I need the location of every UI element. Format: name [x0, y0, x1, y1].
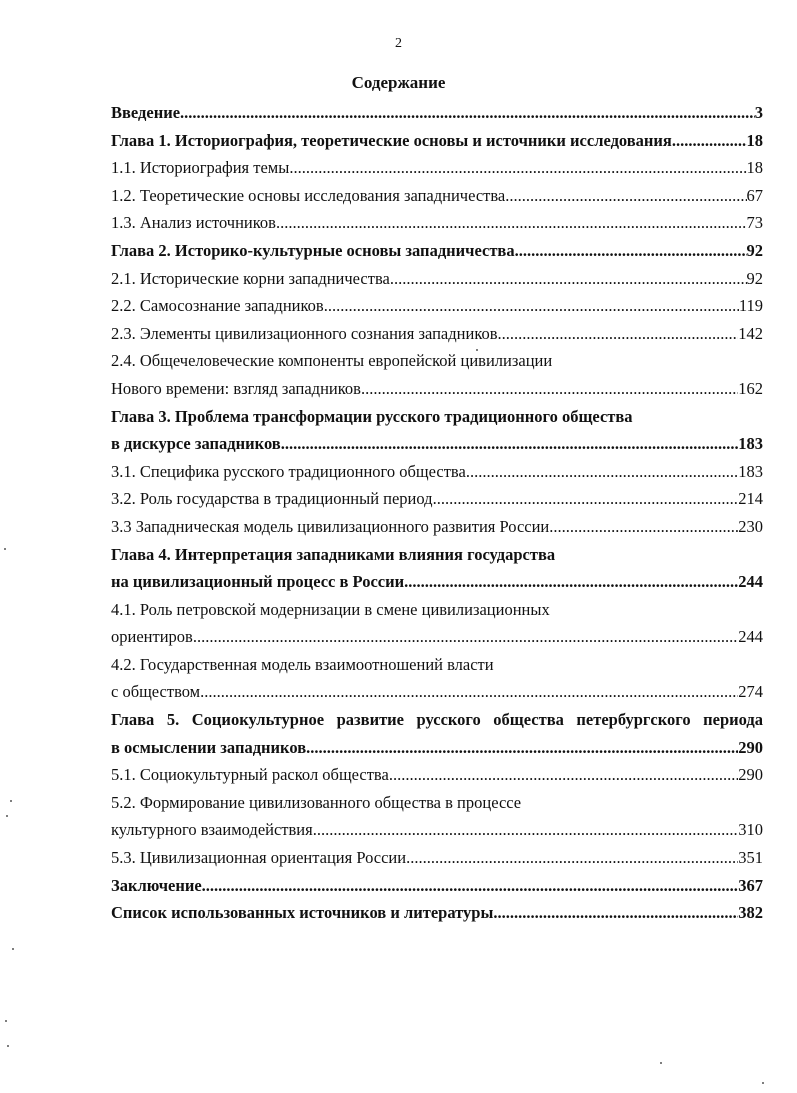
toc-entry-label: 2.2. Самосознание западников: [111, 296, 324, 316]
toc-entry: [111, 789, 763, 817]
toc-entry-page: 230: [738, 516, 763, 536]
toc-leader-dots: [433, 485, 739, 513]
toc-leader-dots: [498, 320, 739, 348]
toc-leader-dots: [361, 375, 738, 403]
toc-entry: [111, 761, 763, 789]
toc-entry-page: 183: [738, 461, 763, 481]
toc-leader-dots: [202, 872, 739, 900]
toc-entry: [111, 541, 763, 569]
toc-entry-page: 142: [738, 323, 763, 343]
toc-entry: [111, 734, 763, 762]
toc-entry-page: 214: [738, 489, 763, 509]
toc-entry: [111, 678, 763, 706]
toc-leader-dots: [389, 761, 738, 789]
toc-entry-label: 4.1. Роль петровской модернизации в смене цивилизационных: [111, 599, 550, 619]
toc-entry: [111, 872, 763, 900]
toc-entry-label: 2.4. Общечеловеческие компоненты европейской цивилизации: [111, 351, 553, 371]
toc-entry: [111, 403, 763, 431]
toc-entry: [111, 899, 763, 927]
toc-leader-dots: [289, 154, 746, 182]
toc-entry-label: культурного взаимодействия: [111, 820, 313, 840]
toc-entry-label: 5.1. Социокультурный раскол общества: [111, 765, 389, 785]
toc-entry-page: 244: [738, 572, 763, 592]
toc-entry: [111, 209, 763, 237]
toc-entry-label: 1.1. Историография темы: [111, 158, 290, 178]
toc-entry: [111, 292, 763, 320]
toc-entry-page: 73: [746, 213, 763, 233]
toc-entry: [111, 127, 763, 155]
toc-leader-dots: [390, 265, 747, 293]
toc-entry-page: 119: [738, 296, 763, 316]
toc-entry: [111, 182, 763, 210]
toc-entry-page: 18: [746, 158, 763, 178]
toc-entry-label: ориентиров: [111, 627, 193, 647]
toc-title: Содержание: [351, 73, 446, 92]
toc-entry-page: 183: [738, 434, 763, 454]
toc-entry-page: 310: [738, 820, 763, 840]
toc-entry-label: 2.1. Исторические корни западничества: [111, 268, 390, 288]
toc-entry-label: Глава 1. Историография, теоретические основы и источники исследования: [111, 130, 672, 150]
toc-entry-label: 3.2. Роль государства в традиционный период: [111, 489, 433, 509]
toc-entry-label: Заключение: [111, 875, 202, 895]
toc-leader-dots: [313, 816, 739, 844]
toc-entry: [111, 706, 763, 734]
toc-leader-dots: [466, 458, 738, 486]
toc-entry: [111, 651, 763, 679]
toc-entry-page: 351: [738, 848, 763, 868]
toc-entry-page: 67: [746, 185, 763, 205]
toc-entry-label: Нового времени: взгляд западников: [111, 378, 361, 398]
page-number: 2: [395, 36, 402, 51]
toc-entry: [111, 265, 763, 293]
toc-entry-label: 3.3 Западническая модель цивилизационного развития России: [111, 516, 550, 536]
toc-entry-page: 3: [754, 103, 763, 122]
toc-entry: [111, 99, 763, 127]
toc-entry-label: Глава 2. Историко-культурные основы западничества: [111, 240, 515, 260]
toc-entry-page: 92: [746, 268, 763, 288]
toc-leader-dots: [493, 899, 738, 927]
toc-leader-dots: [324, 292, 739, 320]
toc-entry-page: 274: [738, 682, 763, 702]
toc-entry-label: с обществом: [111, 682, 201, 702]
toc-entry-page: 18: [746, 130, 763, 150]
toc-entry-page: 92: [746, 240, 763, 260]
table-of-contents: [111, 99, 763, 927]
toc-leader-dots: [406, 844, 738, 872]
toc-leader-dots: [306, 734, 738, 762]
toc-entry: [111, 623, 763, 651]
toc-entry-label: Глава 5. Социокультурное развитие русского общества петербургского периода: [111, 710, 763, 730]
toc-entry-label: в осмыслении западников: [111, 737, 307, 757]
toc-leader-dots: [281, 430, 739, 458]
toc-entry: [111, 347, 763, 375]
toc-leader-dots: [549, 513, 738, 541]
toc-entry-page: 367: [738, 875, 763, 895]
toc-entry: [111, 375, 763, 403]
toc-entry: [111, 568, 763, 596]
toc-leader-dots: [200, 678, 738, 706]
toc-entry: [111, 458, 763, 486]
toc-leader-dots: [505, 182, 746, 210]
toc-leader-dots: [180, 99, 755, 127]
toc-entry-label: 2.3. Элементы цивилизационного сознания западников: [111, 323, 498, 343]
toc-leader-dots: [515, 237, 747, 265]
toc-entry-label: Глава 3. Проблема трансформации русского традиционного общества: [111, 406, 633, 426]
toc-entry: [111, 154, 763, 182]
toc-entry: [111, 844, 763, 872]
toc-entry-page: 244: [738, 627, 763, 647]
toc-leader-dots: [672, 127, 747, 155]
toc-entry: [111, 237, 763, 265]
toc-leader-dots: [193, 623, 738, 651]
toc-entry-page: 382: [738, 903, 763, 923]
toc-entry: [111, 513, 763, 541]
toc-entry: [111, 430, 763, 458]
toc-entry-label: 4.2. Государственная модель взаимоотношений власти: [111, 654, 494, 674]
toc-entry: [111, 320, 763, 348]
toc-entry-label: 5.3. Цивилизационная ориентация России: [111, 848, 407, 868]
toc-entry-page: 162: [738, 378, 763, 398]
toc-entry: [111, 596, 763, 624]
toc-leader-dots: [404, 568, 738, 596]
toc-entry-page: 290: [738, 737, 763, 757]
toc-leader-dots: [276, 209, 747, 237]
toc-entry-label: Глава 4. Интерпретация западниками влияния государства: [111, 544, 556, 564]
toc-entry-label: 5.2. Формирование цивилизованного общества в процессе: [111, 792, 522, 812]
toc-entry-label: на цивилизационный процесс в России: [111, 572, 405, 592]
toc-entry-page: 290: [738, 765, 763, 785]
toc-entry-label: Введение: [111, 103, 181, 122]
toc-entry: [111, 485, 763, 513]
toc-entry-label: 3.1. Специфика русского традиционного общества: [111, 461, 466, 481]
toc-entry-label: Список использованных источников и литературы: [111, 903, 494, 923]
toc-entry-label: в дискурсе западников: [111, 434, 281, 454]
toc-entry-label: 1.3. Анализ источников: [111, 213, 276, 233]
toc-entry: [111, 816, 763, 844]
toc-entry-label: 1.2. Теоретические основы исследования западничества: [111, 185, 506, 205]
